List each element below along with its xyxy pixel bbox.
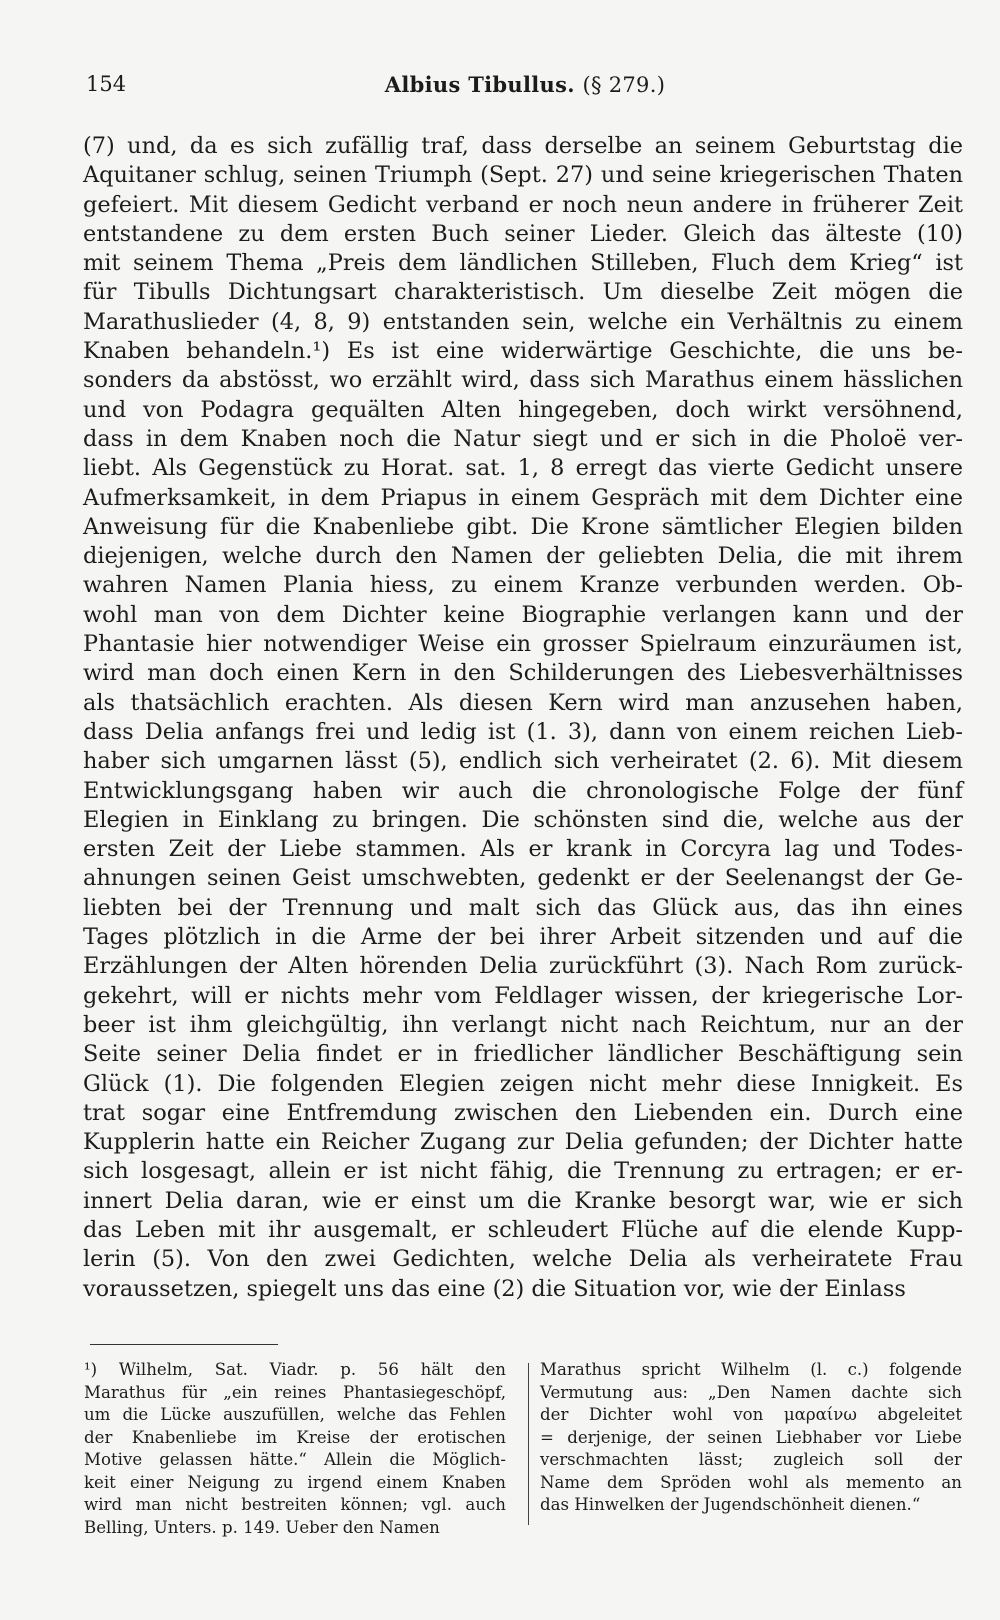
main-text xyxy=(83,132,963,1304)
footnote-line: Belling, Unters. p. 149. Ueber den Namen xyxy=(84,1517,440,1537)
text-line: Marathuslieder (4, 8, 9) entstanden sein, welche ein Verhältnis zu einem xyxy=(83,308,963,335)
text-line: Phantasie hier notwendiger Weise ein grosser Spielraum einzuräumen ist, xyxy=(83,631,963,658)
text-line: liebt. Als Gegenstück zu Horat. sat. 1, 8 erregt das vierte Gedicht unsere xyxy=(83,455,963,482)
text-line: entstandene zu dem ersten Buch seiner Lieder. Gleich das älteste (10) xyxy=(83,220,963,247)
text-line: wird man doch einen Kern in den Schilderungen des Liebesverhältnisses xyxy=(83,660,963,687)
text-line: sonders da abstösst, wo erzählt wird, dass sich Marathus einem hässlichen xyxy=(83,367,963,394)
footnote-line: wird man nicht bestreiten können; vgl. auch xyxy=(84,1495,506,1514)
text-line: Elegien in Einklang zu bringen. Die schönsten sind die, welche aus der xyxy=(83,806,963,833)
text-line: dass in dem Knaben noch die Natur siegt und er sich in die Pholoë ver- xyxy=(83,425,963,452)
text-line: (7) und, da es sich zufällig traf, dass derselbe an seinem Geburtstag die xyxy=(83,133,963,159)
text-line: beer ist ihm gleichgültig, ihn verlangt nicht nach Reichtum, nur an der xyxy=(83,1011,963,1038)
footnote-line: Marathus für „ein reines Phantasiegeschöpf, xyxy=(84,1382,506,1402)
text-line: wahren Namen Plania hiess, zu einem Kranze verbunden werden. Ob- xyxy=(83,572,963,599)
footnote-line: Marathus spricht Wilhelm (l. c.) folgende xyxy=(540,1360,962,1379)
text-line: dass Delia anfangs frei und ledig ist (1. 3), dann von einem reichen Lieb- xyxy=(83,718,963,745)
text-line: Aufmerksamkeit, in dem Priapus in einem Gespräch mit dem Dichter eine xyxy=(83,484,963,511)
text-line: Anweisung für die Knabenliebe gibt. Die Krone sämtlicher Elegien bilden xyxy=(83,513,963,540)
footnote-column-left xyxy=(84,1359,506,1539)
text-line: Glück (1). Die folgenden Elegien zeigen nicht mehr diese Innigkeit. Es xyxy=(83,1070,963,1097)
footnote-line: = derjenige, der seinen Liebhaber vor Liebe xyxy=(540,1427,962,1447)
text-line: Tages plötzlich in die Arme der bei ihrer Arbeit sitzenden und auf die xyxy=(83,924,963,951)
page-header xyxy=(86,72,964,112)
footnote-line: der Dichter wohl von μαραίνω abgeleitet xyxy=(540,1405,962,1424)
running-title xyxy=(86,72,964,97)
running-title-text: Albius Tibullus. xyxy=(384,72,575,97)
text-line: wohl man von dem Dichter keine Biographie verlangen kann und der xyxy=(83,601,963,628)
footnote-line: ¹) Wilhelm, Sat. Viadr. p. 56 hält den xyxy=(84,1360,506,1379)
footnote-line: das Hinwelken der Jugendschönheit dienen.“ xyxy=(540,1495,921,1514)
section-number: (§ 279.) xyxy=(582,73,666,97)
footnote-line: Vermutung aus: „Den Namen dachte sich xyxy=(540,1382,962,1402)
footnote-line: Motive gelassen hätte.“ Allein die Möglich- xyxy=(84,1450,506,1469)
text-line: sich losgesagt, allein er ist nicht fähig, die Trennung zu ertragen; er er- xyxy=(83,1158,963,1185)
text-line: trat sogar eine Entfremdung zwischen den Liebenden ein. Durch eine xyxy=(83,1099,963,1126)
text-line: Aquitaner schlug, seinen Triumph (Sept. 27) und seine kriegerischen Thaten xyxy=(83,162,963,189)
footnote-column-right xyxy=(540,1359,962,1517)
text-line: ahnungen seinen Geist umschwebten, gedenkt er der Seelenangst der Ge- xyxy=(83,865,963,892)
text-line: diejenigen, welche durch den Namen der geliebten Delia, die mit ihrem xyxy=(83,543,963,570)
text-line: Entwicklungsgang haben wir auch die chronologische Folge der fünf xyxy=(83,777,963,804)
text-line: lerin (5). Von den zwei Gedichten, welche Delia als verheiratete Frau xyxy=(83,1246,963,1273)
footnote-line: verschmachten lässt; zugleich soll der xyxy=(540,1450,962,1469)
text-line: gefeiert. Mit diesem Gedicht verband er noch neun andere in früherer Zeit xyxy=(83,191,963,218)
text-line: ersten Zeit der Liebe stammen. Als er krank in Corcyra lag und Todes- xyxy=(83,836,963,863)
footnote-line: Name dem Spröden wohl als memento an xyxy=(540,1472,962,1492)
text-line: haber sich umgarnen lässt (5), endlich sich verheiratet (2. 6). Mit diesem xyxy=(83,748,963,775)
text-line: Knaben behandeln.¹) Es ist eine widerwärtige Geschichte, die uns be- xyxy=(83,338,963,365)
text-line: voraussetzen, spiegelt uns das eine (2) die Situation vor, wie der Einlass xyxy=(83,1275,906,1302)
footnote-rule xyxy=(90,1344,278,1345)
text-line: Kupplerin hatte ein Reicher Zugang zur Delia gefunden; der Dichter hatte xyxy=(83,1129,963,1156)
text-line: als thatsächlich erachten. Als diesen Kern wird man anzusehen haben, xyxy=(83,689,963,716)
footnote-line: keit einer Neigung zu irgend einem Knaben xyxy=(84,1472,506,1492)
text-line: innert Delia daran, wie er einst um die Kranke besorgt war, wie er sich xyxy=(83,1187,963,1214)
text-line: Seite seiner Delia findet er in friedlicher ländlicher Beschäftigung sein xyxy=(83,1041,963,1068)
text-line: liebten bei der Trennung und malt sich das Glück aus, das ihn eines xyxy=(83,894,963,921)
text-line: Erzählungen der Alten hörenden Delia zurückführt (3). Nach Rom zurück- xyxy=(83,953,963,980)
footnote-line: der Knabenliebe im Kreise der erotischen xyxy=(84,1427,506,1447)
page-number: 154 xyxy=(86,72,127,96)
text-line: gekehrt, will er nichts mehr vom Feldlager wissen, der kriegerische Lor- xyxy=(83,982,963,1009)
text-line: für Tibulls Dichtungsart charakteristisch. Um dieselbe Zeit mögen die xyxy=(83,279,963,306)
text-line: das Leben mit ihr ausgemalt, er schleudert Flüche auf die elende Kupp- xyxy=(83,1216,963,1243)
text-line: und von Podagra gequälten Alten hingegeben, doch wirkt versöhnend, xyxy=(83,396,963,423)
column-divider xyxy=(528,1363,529,1525)
footnote-line: um die Lücke auszufüllen, welche das Fehlen xyxy=(84,1405,506,1424)
text-line: mit seinem Thema „Preis dem ländlichen Stilleben, Fluch dem Krieg“ ist xyxy=(83,250,963,277)
